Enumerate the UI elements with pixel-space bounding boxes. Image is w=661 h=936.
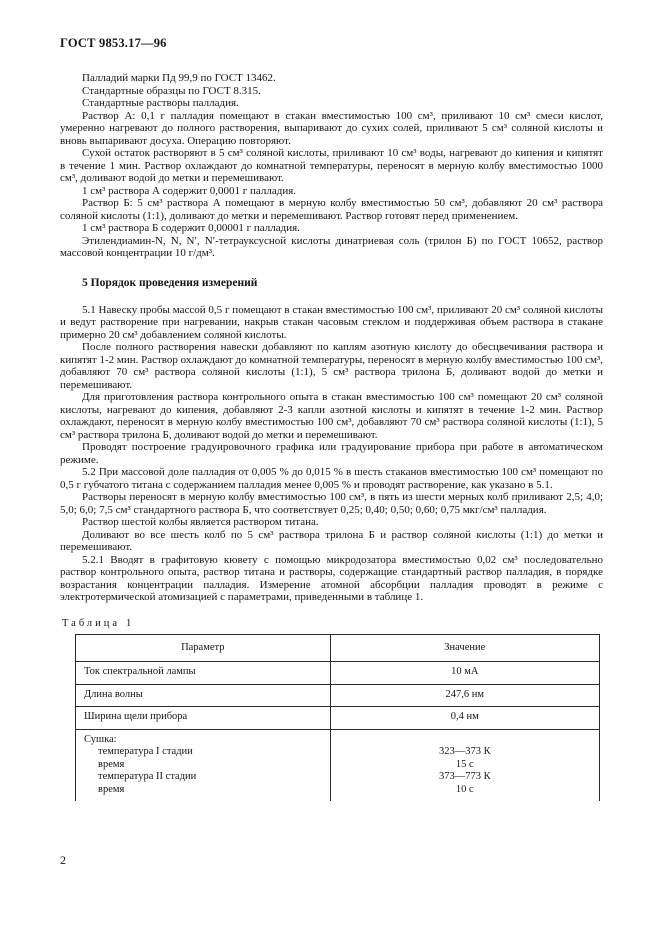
parameters-table [75,634,600,802]
section-heading: 5 Порядок проведения измерений [82,276,258,289]
param-cell [76,729,331,801]
table-caption-label: Таблица [62,617,121,629]
paragraph: 1 см³ раствора А содержит 0,0001 г палладия. [82,184,297,197]
paragraph: Раствор А: 0,1 г палладия помещают в стакан вместимостью 100 см³, приливают 10 см³ смеси кислот, умеренно нагревают до полного растворения, выпаривают до сухих солей, приливают 5 см³ соляной кислоты и вновь выпаривают досуха. Операцию повторяют. [60,109,603,147]
group-value-line: 373—773 К [438,771,491,782]
value-cell: 10 мА [330,662,599,685]
group-param-line: время [98,758,125,770]
value-cell [330,729,599,801]
document-code: ГОСТ 9853.17—96 [60,36,167,50]
document-body [60,72,603,801]
paragraph: Раствор Б: 5 см³ раствора А помещают в мерную колбу вместимостью 50 см³, добавляют 20 см³ раствора соляной кислоты (1:1), доливают до метки и перемешивают. Раствор готовят перед применением. [60,197,603,222]
table-header-value: Значение [330,634,599,662]
value-cell: 247,6 нм [330,684,599,707]
paragraph: Этилендиамин-N, N, N′, N′-тетрауксусной кислоты динатриевая соль (трилон Б) по ГОСТ 10652, раствор массовой концентрации 10 г/дм³. [60,234,603,259]
paragraph: 5.2 При массовой доле палладия от 0,005 % до 0,015 % в шесть стаканов вместимостью 100 см³ помещают по 0,5 г губчатого титана с содержанием палладия менее 0,005 % и проводят растворение, как указано в 5.1. [60,466,603,491]
group-param-line: время [98,783,125,795]
paragraph: 1 см³ раствора Б содержит 0,00001 г палладия. [82,222,300,234]
value-cell: 0,4 нм [330,707,599,730]
paragraph: 5.1 Навеску пробы массой 0,5 г помещают в стакан вместимостью 100 см³, приливают 20 см³ соляной кислоты и ведут растворение при нагревании, накрыв стакан часовым стеклом и поддерживая объем раствора в стакане примерно 20 см³ добавлением соляной кислоты. [60,303,603,341]
page-number: 2 [60,853,66,867]
group-param-line: температура I стадии [98,746,193,757]
table-row-group [76,729,600,801]
paragraph: Палладий марки Пд 99,9 по ГОСТ 13462. [82,72,276,84]
table-row [76,662,600,685]
group-param-line: температура II стадии [98,771,197,782]
group-value-spacer [337,734,593,747]
table-row [76,684,600,707]
paragraph: Для приготовления раствора контрольного опыта в стакан вместимостью 100 см³ помещают 20 см³ соляной кислоты, нагревают до кипения, добавляют 2-3 капли азотной кислоты и кипятят в течение 1-2 мин. Раствор охлаждают, переносят в мерную колбу вместимостью 100 см³, добавляют 70 см³ раствора соляной кислоты (1:1), 5 см³ раствора трилона Б, доливают водой до метки и перемешивают. [60,391,603,441]
table-header-param: Параметр [76,634,331,662]
group-title: Сушка: [84,733,117,745]
param-cell: Длина волны [76,684,331,707]
paragraph: Раствор шестой колбы является раствором титана. [82,516,319,528]
table-header-row [76,634,600,662]
param-cell: Ширина щели прибора [76,707,331,730]
table-row [76,707,600,730]
paragraph: 5.2.1 Вводят в графитовую кювету с помощью микродозатора вместимостью 0,02 см³ последовательно раствор контрольного опыта, раствор титана и растворы, содержащие стандартный раствор палладия, в порядке возрастания концентрации палладия. Измерение атомной абсорбции палладия проводят в режиме с электротермической атомизацией с параметрами, приведенными в таблице 1. [60,553,603,603]
paragraph: Доливают во все шесть колб по 5 см³ раствора трилона Б и раствор соляной кислоты (1:1) до метки и перемешивают. [60,528,603,553]
paragraph: Стандартные образцы по ГОСТ 8.315. [82,84,261,97]
paragraph: После полного растворения навески добавляют по каплям азотную кислоту до обесцвечивания раствора и кипятят 1-2 мин. Раствор охлаждают до комнатной температуры, переносят в мерную колбу вместимостью 100 см³, добавляют 70 см³ раствора соляной кислоты (1:1), 5 см³ раствора трилона Б, доливают водой до метки и перемешивают. [60,341,603,391]
paragraph: Проводят построение градуировочного графика или градуирование прибора при работе в автоматическом режиме. [60,441,603,466]
table-caption [62,618,603,629]
group-value-line: 323—373 К [438,746,491,757]
group-value-line: 10 с [455,783,474,795]
table-caption-number: 1 [126,617,132,629]
paragraph: Стандартные растворы палладия. [82,97,239,109]
paragraph: Сухой остаток растворяют в 5 см³ соляной кислоты, приливают 10 см³ воды, нагревают до кипения и кипятят в течение 1 мин. Раствор охлаждают до комнатной температуры, переносят в мерную колбу вместимостью 1000 см³, доливают водой до метки и перемешивают. [60,147,603,184]
paragraph: Растворы переносят в мерную колбу вместимостью 100 см³, в пять из шести мерных колб приливают 2,5; 4,0; 5,0; 6,0; 7,5 см³ стандартного раствора Б, что соответствует 0,25; 0,40; 0,50; 0,60; 0,75 мкг/см³ палладия. [60,491,603,516]
group-value-line: 15 с [455,758,474,770]
param-cell: Ток спектральной лампы [76,662,331,685]
